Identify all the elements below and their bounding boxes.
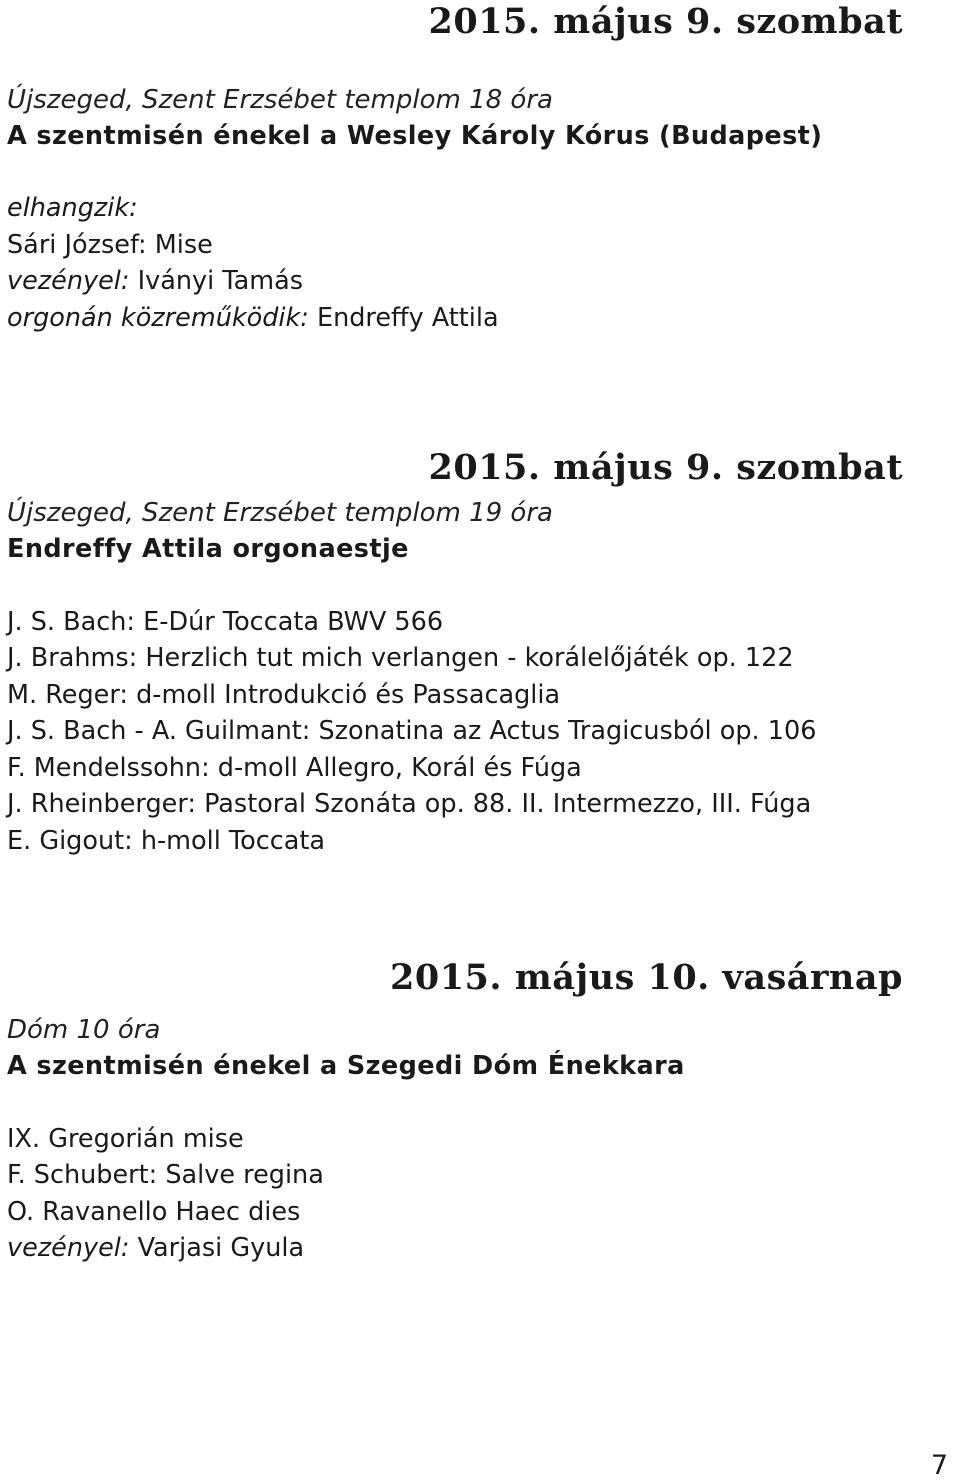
detail-text: J. Rheinberger: Pastoral Szonáta op. 88. II. Intermezzo, III. Fúga bbox=[7, 789, 812, 819]
detail-label: vezényel: bbox=[7, 266, 130, 296]
event-3-detail-1 bbox=[7, 1124, 244, 1154]
event-1-date: 2015. május 9. szombat bbox=[428, 1, 903, 42]
detail-label: orgonán közreműködik: bbox=[7, 303, 309, 333]
event-3-detail-4 bbox=[7, 1233, 305, 1263]
detail-text: O. Ravanello Haec dies bbox=[7, 1197, 301, 1227]
page-number: 7 bbox=[930, 1450, 948, 1481]
detail-text: F. Schubert: Salve regina bbox=[7, 1160, 324, 1190]
detail-text: IX. Gregorián mise bbox=[7, 1124, 244, 1154]
event-2-detail-4 bbox=[7, 716, 817, 746]
event-1-venue: Újszeged, Szent Erzsébet templom 18 óra bbox=[7, 85, 553, 115]
event-2-headline: Endreffy Attila orgonaestje bbox=[7, 534, 409, 564]
detail-label: vezényel: bbox=[7, 1233, 130, 1263]
detail-text: E. Gigout: h-moll Toccata bbox=[7, 826, 326, 856]
detail-text: Sári József: Mise bbox=[7, 230, 213, 260]
detail-text: M. Reger: d-moll Introdukció és Passacaglia bbox=[7, 680, 561, 710]
event-1-detail-3 bbox=[7, 266, 304, 296]
detail-text: Iványi Tamás bbox=[129, 266, 304, 296]
event-2-venue: Újszeged, Szent Erzsébet templom 19 óra bbox=[7, 498, 553, 528]
event-3-date: 2015. május 10. vasárnap bbox=[389, 957, 903, 998]
detail-text: J. S. Bach: E-Dúr Toccata BWV 566 bbox=[7, 607, 444, 637]
event-2-detail-5 bbox=[7, 753, 582, 783]
event-3-venue: Dóm 10 óra bbox=[7, 1015, 161, 1045]
detail-text: J. Brahms: Herzlich tut mich verlangen - korálelőjáték op. 122 bbox=[7, 643, 794, 673]
event-1-detail-2 bbox=[7, 230, 213, 260]
detail-text: J. S. Bach - A. Guilmant: Szonatina az Actus Tragicusból op. 106 bbox=[7, 716, 817, 746]
event-3-detail-2 bbox=[7, 1160, 324, 1190]
event-2-detail-2 bbox=[7, 643, 794, 673]
detail-text: Varjasi Gyula bbox=[129, 1233, 305, 1263]
event-2-detail-7 bbox=[7, 826, 326, 856]
detail-label: elhangzik: bbox=[7, 193, 138, 223]
event-2-detail-1 bbox=[7, 607, 444, 637]
detail-text: Endreffy Attila bbox=[308, 303, 499, 333]
event-3-headline: A szentmisén énekel a Szegedi Dóm Énekkara bbox=[7, 1051, 685, 1081]
event-3-detail-3 bbox=[7, 1197, 301, 1227]
event-2-detail-3 bbox=[7, 680, 561, 710]
event-1-detail-1 bbox=[7, 193, 138, 223]
event-2-date: 2015. május 9. szombat bbox=[428, 447, 903, 488]
event-1-detail-4 bbox=[7, 303, 499, 333]
event-2-detail-6 bbox=[7, 789, 812, 819]
event-1-headline: A szentmisén énekel a Wesley Károly Kórus (Budapest) bbox=[7, 121, 823, 151]
detail-text: F. Mendelssohn: d-moll Allegro, Korál és Fúga bbox=[7, 753, 582, 783]
